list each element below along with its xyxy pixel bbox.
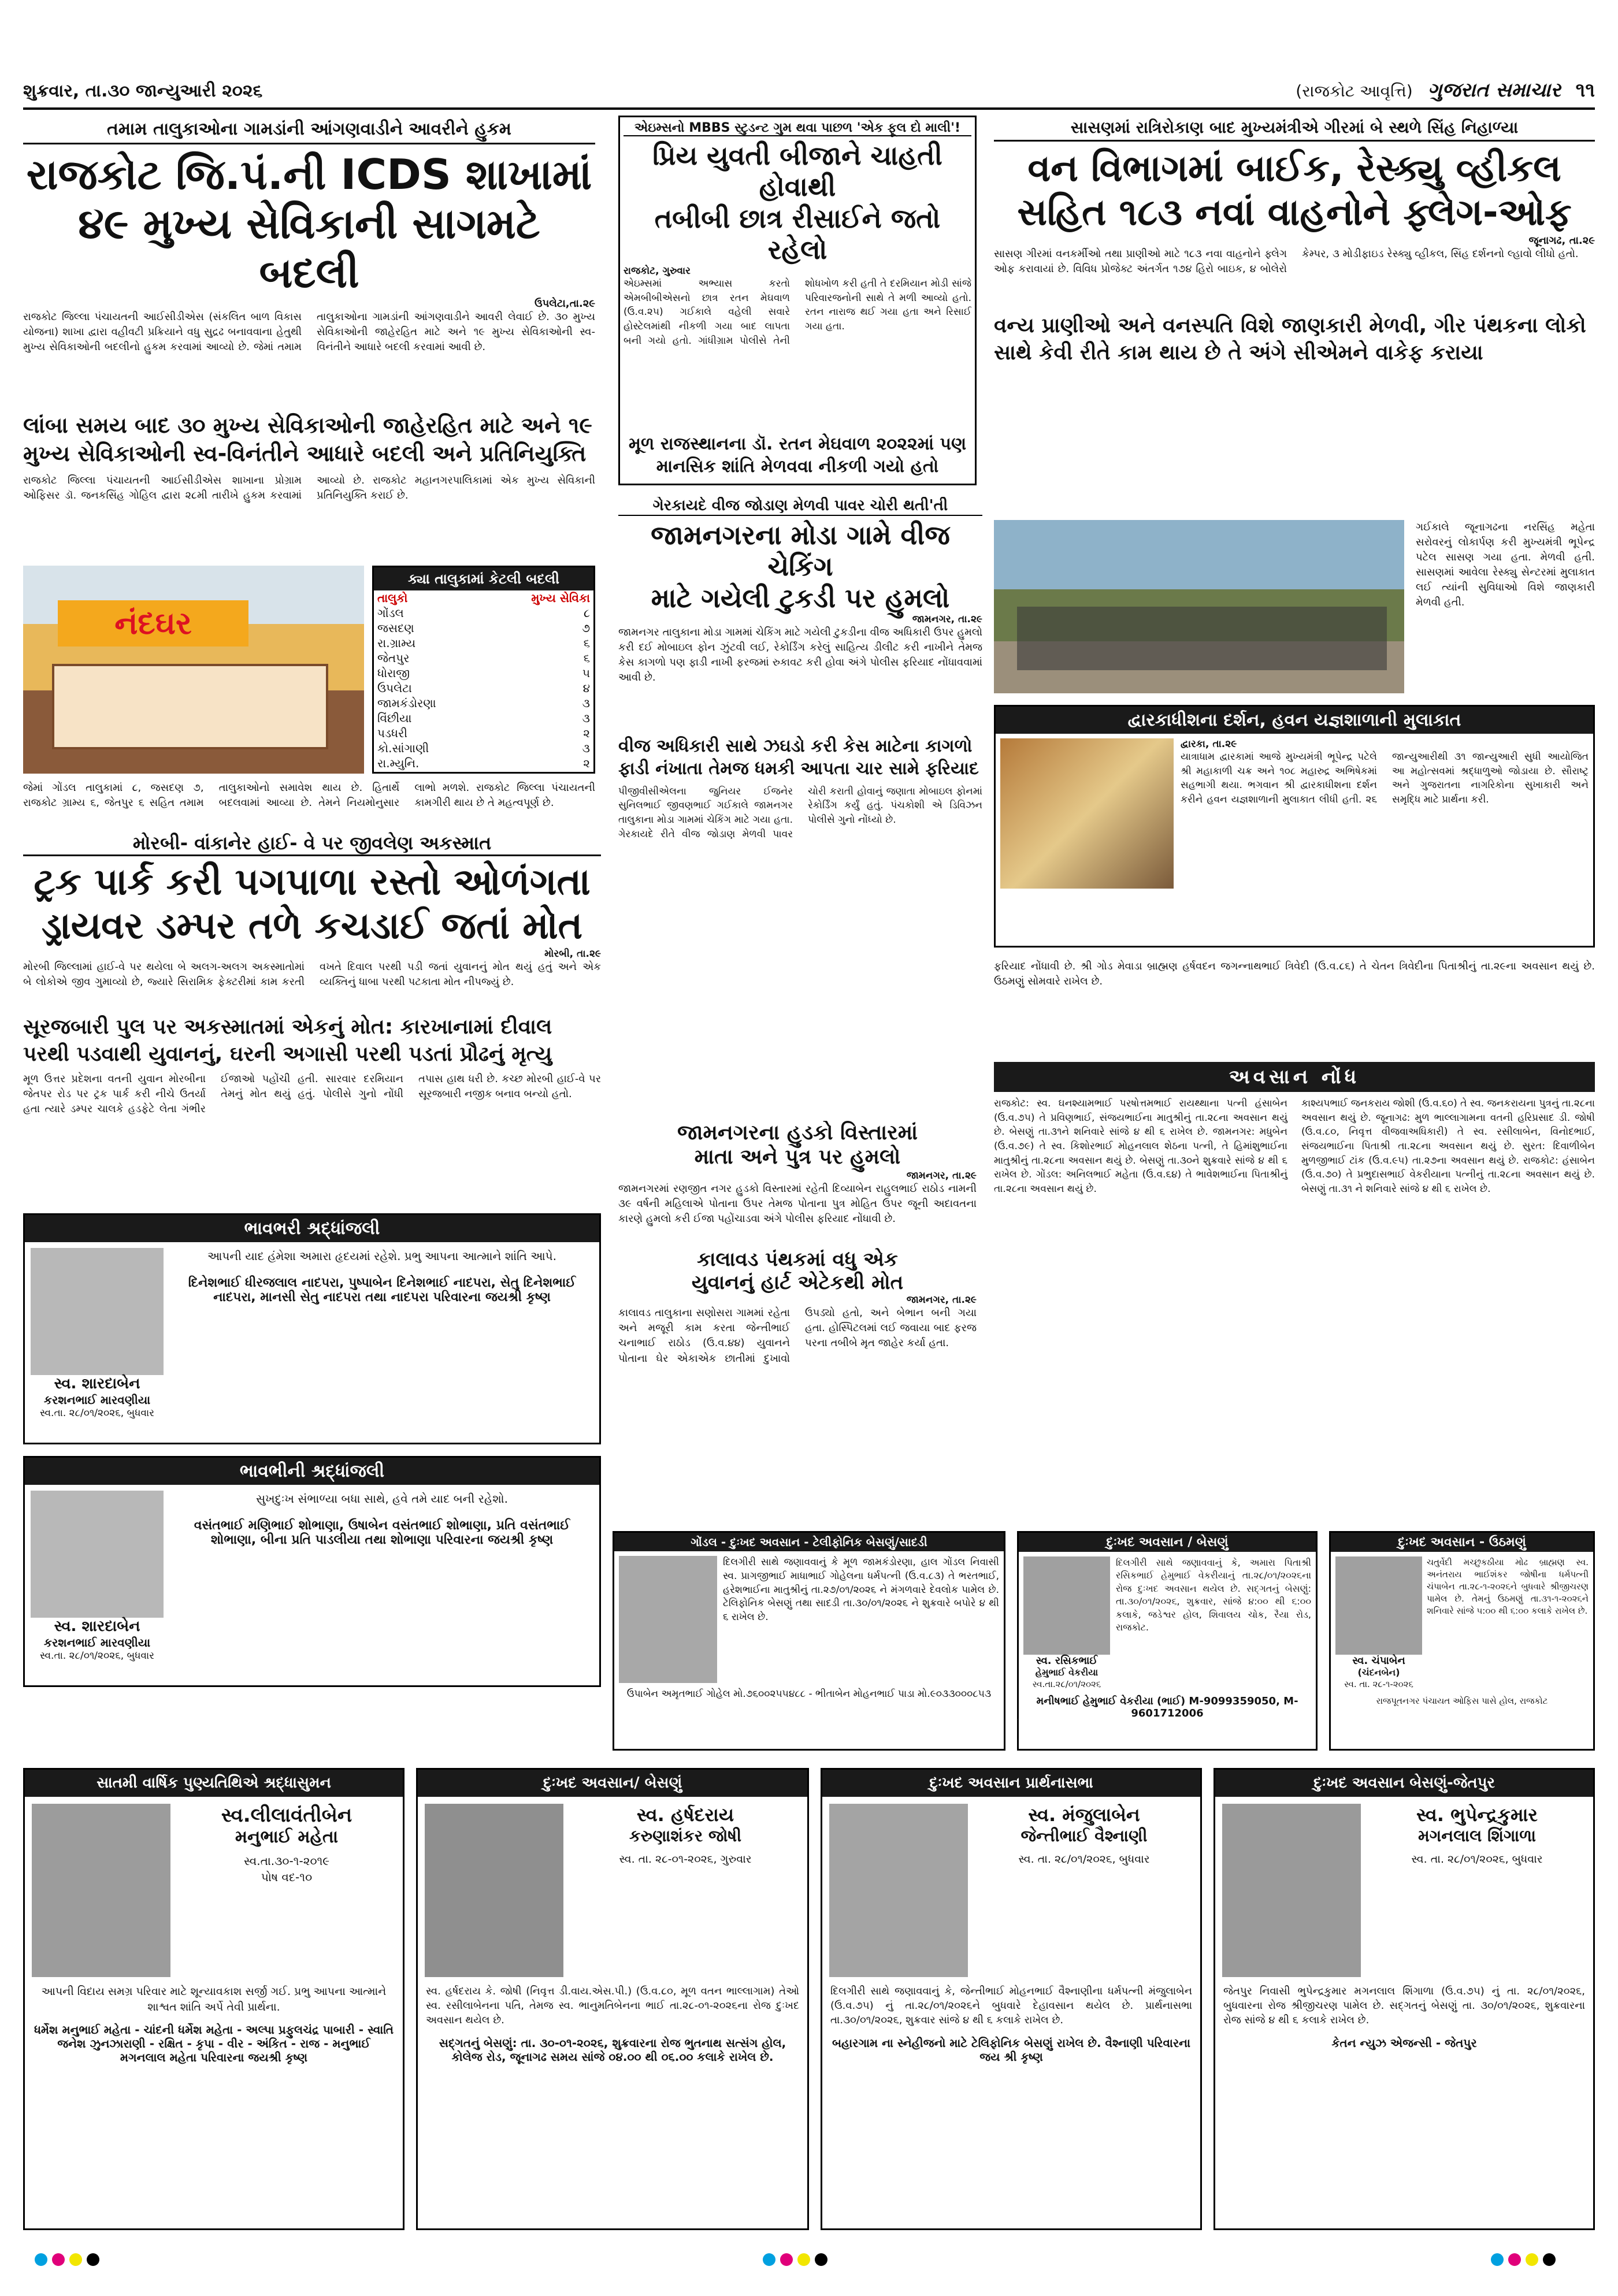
harshadray-ad-name: સ્વ. હર્ષદરાય (636, 1804, 734, 1826)
taluka-count: ૪ (582, 681, 590, 695)
obituary-entries-right: કાશ્યપભાઈ જનકરાય જોશી (ઉ.વ.૬૦) તે સ્વ. જનકરાયના પુત્રનું તા.૨૮ના અવસાન થયું છે. જૂનાગઢ: મુળ ભાલ્લાગામના વતની હરિપ્રસાદ ડી. જોષી (ઉ.વ.૮૦, નિવૃત્ત વીજવાઅધિકારી) તે સ્વ. રસીલાબેન, વિનોદભાઈ, સંજયભાઈના પિતાશ્રી તા.૨૮ના અવસાન થયું છે. સુરત: દિવાળીબેન મુળજીભાઈ ટાંક (ઉ.વ.૯૫) તા.૨૭ના અવસાન થયું છે. રાજકોટ: હંસાબેન (ઉ.વ.૭૦) તે પ્રભુદાસભાઈ વેકરીયાના પત્નીનું તા.૨૮ના અવસાન થયું છે. બેસણું તા.૩૧ ને શનિવારે સાંજે ૪ થી ૬ રાખેલ છે. (1301, 1098, 1595, 1195)
bhupendrakumar-ad-photo (1222, 1804, 1361, 1977)
gondal-ad-text: દિલગીરી સાથે જણાવવાનું કે મૂળ જામકંડોરણા, હાલ ગોંડલ નિવાસી સ્વ. પ્રાગજીભાઈ માધાભાઈ ગોહેલના ધર્મપત્ની (ઉ.વ.૮૩) તે ભરતભાઈ, હરેશભાઈના માતુશ્રીનું તા.૨૭/૦૧/૨૦૨૬ ને મંગળવારે દેવલોક પામેલ છે. ટેલિફોનિક બેસણું તથા સાદડી તા.૩૦/૦૧/૨૦૨૬ ને શુક્રવારે બપોરે ૪ થી ૬ રાખેલ છે. (723, 1556, 999, 1623)
tribute-1-photo (31, 1248, 164, 1375)
forest-body: સાસણ ગીરમાં વનકર્મીઓ તથા પ્રાણીઓ માટે ૧૮૩ નવા વાહનોને ફ્લેગ ઓફ કરાવાયાં છે. વિવિધ પ્રોજેક્ટ અંતર્ગત ૧૭૪ હિરો બાઇક, ૪ બોલેરો કેમ્પર, ૩ મોડીફાઇડ રેસ્ક્યુ વ્હીકલ, સિંહ દર્શનનો લ્હાવો લીધો હતો. (994, 248, 1579, 276)
harshadray-ad (416, 1768, 809, 2230)
taluka-count: ૩ (582, 696, 590, 710)
registration-marks-right (1491, 2253, 1560, 2268)
registration-marks-left (35, 2253, 104, 2268)
reg-dot-cyan (763, 2253, 775, 2266)
vehicles-photo (994, 520, 1404, 693)
hudco-dateline: જામનગર, તા.૨૯ (906, 1169, 977, 1182)
morbi-story (23, 832, 601, 1208)
taluka-name: કો.સાંગાણી (377, 741, 429, 755)
forest-headline-2: સહિત ૧૮૩ નવાં વાહનોને ફ્લેગ-ઓફ (1017, 191, 1572, 234)
mbbs-kicker: એઇમ્સનો MBBS સ્ટુડન્ટ ગુમ થવા પાછળ 'એક ફૂલ દો માલી'! (624, 121, 971, 136)
power-kicker: ગેરકાયદે વીજ જોડાણ મેળવી પાવર ચોરી થતી'તી (618, 497, 982, 516)
gondal-ad-family: ઉપાબેન અમૃતભાઈ ગોહેલ મો.૭૬૦૦૨૫૫૪૮૮ - ભીતાબેન મોહનભાઈ પાડા મો.૯૦૩૩૦૦૦૮૫૩ (626, 1688, 992, 1700)
lilavanti-ad-name-2: મનુભાઈ મહેતા (235, 1827, 339, 1847)
mbbs-headline-1: પ્રિય યુવતી બીજાને ચાહતી હોવાથી (652, 140, 942, 203)
taluka-count: ૬ (583, 651, 590, 665)
morbi-headline-2: ડ્રાયવર ડમ્પર તળે કચડાઈ જતાં મોત (41, 904, 583, 948)
taluka-name: રા.ગ્રામ્ય (377, 636, 416, 650)
vehicle-row (1017, 607, 1387, 670)
taluka-name: જસદણ (377, 621, 414, 635)
forest-body-2: ગઈકાલે જૂનાગઢના નરસિંહ મહેતા સરોવરનું લોકાર્પણ કરી મુખ્યમંત્રી ભૂપેન્દ્ર પટેલ સાસણ ગયા હતા. મેળવી હતી. સાસણમાં આવેલા રેસ્ક્યુ સેન્ટરમાં મુલાકાત લઈ ત્યાંની સુવિધાઓ વિશે જાણકારી મેળવી હતી. (1416, 521, 1595, 609)
transfer-table-box (372, 566, 595, 774)
icds-subhead: લાંબા સમય બાદ ૩૦ મુખ્ય સેવિકાઓની જાહેરહિત માટે અને ૧૯ મુખ્ય સેવિકાઓની સ્વ-વિનંતીને આધારે બદલી અને પ્રતિનિયુક્તિ (23, 412, 592, 467)
obituary-intro: ફરિયાદ નોંધાવી છે. શ્રી ગોડ મેવાડા બ્રાહ્મણ હર્ષવદન જગન્નાથભાઈ ત્રિવેદી (ઉ.વ.૮૬) તે ચેતન ત્રિવેદીના પિતાશ્રીનું તા.૨૯ના અવસાન થયું છે. ઉઠમણું સોમવારે રાખેલ છે. (994, 960, 1595, 988)
morbi-body-2: મૂળ ઉત્તર પ્રદેશના વતની યુવાન મોરબીના જેતપર રોડ પર ટ્રક પાર્ક કરી નીચે ઉતર્યા હતા ત્યારે ડમ્પર ચાલકે હડફેટે લેતા ગંભીર ઈજાઓ પહોંચી હતી. સારવાર દરમિયાન તેમનું મોત થયું હતું. પોલીસે ગુનો નોંધી તપાસ હાથ ધરી છે. કચ્છ મોરબી હાઈ-વે પર સૂરજબારી નજીક બનાવ બન્યો હતો. (23, 1072, 601, 1115)
reg-dot-yellow (1526, 2253, 1538, 2266)
anganwadi-photo (23, 566, 364, 774)
table-row (374, 666, 593, 681)
champaben-ad-title: દુઃખદ અવસાન - ઉઠમણું (1331, 1533, 1593, 1552)
taluka-count: ૭ (582, 621, 590, 635)
manjulaben-ad-title: દુઃખદ અવસાન પ્રાર્થનાસભા (822, 1770, 1200, 1797)
power-subhead: વીજ અધિકારી સાથે ઝઘડો કરી કેસ માટેના કાગળો ફાડી નંખાતા તેમજ ધમકી આપતા ચાર સામે ફરિયાદ (618, 735, 979, 779)
morbi-headline-1: ટ્રક પાર્ક કરી પગપાળા રસ્તો ઓળંગતા (34, 861, 591, 904)
paper-name: ગુજરાત સમાચાર (1427, 79, 1561, 102)
hudco-story (618, 1121, 977, 1236)
taluka-count: ૬ (583, 636, 590, 650)
transfer-table-title: ક્યા તાલુકામાં કેટલી બદલી (374, 567, 593, 590)
reg-dot-yellow (797, 2253, 810, 2266)
lilavanti-ad-text: આપની વિદાય સમગ્ર પરિવાર માટે શૂન્યાવકાશ સર્જી ગઈ. પ્રભુ આપના આત્માને શાશ્વત શાંતિ અર્પે તેવી પ્રાર્થના. (41, 1985, 387, 2013)
tribute-1-title: ભાવભરી શ્રદ્ધાંજલી (25, 1215, 599, 1242)
table-row (374, 681, 593, 696)
bhupendrakumar-ad-family: કેતન ન્યુઝ એજન્સી - જેતપુર (1331, 2035, 1477, 2050)
manjulaben-ad (821, 1768, 1202, 2230)
dwarka-dateline: દ્વારકા, તા.૨૯ (1181, 738, 1237, 750)
mbbs-headline-2: તબીબી છાત્ર રીસાઈને જતો રહેલો (654, 202, 941, 265)
tribute-ad-2 (23, 1456, 601, 1687)
table-row (374, 621, 593, 636)
reg-dot-yellow (69, 2253, 82, 2266)
kalavad-body: કાલાવડ તાલુકાના સણોસરા ગામમાં રહેતા અને મજૂરી કામ કરતા જેન્તીભાઈ ચનાભાઈ રાઠોડ (ઉ.વ.૪૪) યુવાનને પોતાના ઘેર એકાએક છાતીમાં દુખાવો ઉપડ્યો હતો, અને બેભાન બની ગયા હતા. હોસ્પિટલમાં લઈ જવાયા બાદ ફરજ પરના તબીબે મૃત જાહેર કર્યા હતા. (618, 1307, 977, 1365)
taluka-count: ૨ (583, 726, 590, 740)
reg-dot-magenta (52, 2253, 65, 2266)
taluka-count: ૮ (584, 605, 590, 620)
tribute-1-name-2: કરશનભાઈ મારવણીયા (43, 1393, 151, 1407)
icds-dateline: ઉપલેટા,તા.૨૯ (534, 297, 595, 310)
power-dateline: જામનગર, તા.૨૯ (912, 613, 982, 625)
manjulaben-ad-date: સ્વ. તા. ૨૮/૦૧/૨૦૨૬, બુધવાર (1018, 1853, 1150, 1866)
kalavad-story (618, 1248, 977, 1519)
champaben-ad-date: સ્વ. તા. ૨૮-૧-૨૦૨૬ (1344, 1679, 1413, 1689)
lilavanti-ad-name: સ્વ.લીલાવંતીબેન (221, 1804, 352, 1827)
harshadray-ad-photo (425, 1804, 563, 1977)
icds-body-3: જેમાં ગોંડલ તાલુકામાં ૮, જસદણ ૭, રાજકોટ ગ્રામ્ય ૬, જેતપુર ૬ સહિત તમામ તાલુકાઓનો સમાવેશ થાય છે. હિતાર્થે બદલવામાં આવ્યા છે. તેમને નિયમોનુસાર લાભો મળશે. રાજકોટ જિલ્લા પંચાયતની કામગીરી થાય છે તે મહત્વપૂર્ણ છે. (23, 781, 595, 809)
transfer-table (374, 590, 593, 771)
hudco-headline-2: માતા અને પુત્ર પર હુમલો (694, 1145, 901, 1169)
morbi-subhead: સૂરજબારી પુલ પર અકસ્માતમાં એકનું મોત: કારખાનામાં દીવાલ પરથી પડવાથી યુવાનનું, ઘરની અગાસી પરથી પડતાં પ્રૌઢનું મૃત્યુ (23, 1015, 552, 1066)
bhupendrakumar-ad-name: સ્વ. ભુપેન્દ્રકુમાર (1416, 1804, 1538, 1826)
vekariya-ad (1017, 1531, 1318, 1751)
tribute-1-family: દિનેશભાઈ ધીરજલાલ નાદપરા, પુષ્પાબેન દિનેશભાઈ નાદપરા, સેતુ દિનેશભાઈ નાદપરા, માનસી સેતુ નાદપરા તથા નાદપરા પરિવારના જયશ્રી કૃષ્ણ (188, 1276, 576, 1305)
forest-subhead: વન્ય પ્રાણીઓ અને વનસ્પતિ વિશે જાણકારી મેળવી, ગીર પંથકના લોકો સાથે કેવી રીતે કામ થાય છે તે અંગે સીએમને વાકેફ કરાયા (994, 314, 1586, 365)
lilavanti-ad-photo (32, 1804, 170, 1977)
champaben-ad-name-2: (ચંદનબેન) (1357, 1667, 1400, 1678)
nandghar-sign: નંદઘર (58, 600, 248, 647)
taluka-count: ૫ (582, 666, 590, 680)
gondal-ad-title: ગોંડલ - દુઃખદ અવસાન - ટેલીફોનિક બેસણું/સાદડી (614, 1533, 1004, 1551)
vekariya-ad-name-2: હેમુભાઈ વેકરીયા (1035, 1667, 1099, 1678)
hudco-headline-1: જામનગરના હુડકો વિસ્તારમાં (677, 1121, 918, 1145)
lilavanti-ad-family: ધર્મેશ મનુભાઈ મહેતા - ચાંદની ધર્મેશ મહેતા - અલ્પા પ્રફુલચંદ્ર પાબારી - સ્વાતિ જનેશ ઝુનઝારાણી - રક્ષિત - કૃપા - વીર - અંકિત - રાજ - મનુભાઈ મગનલાલ મહેતા પરિવારના જયશ્રી કૃષ્ણ (34, 2023, 394, 2065)
mbbs-body: એઇમ્સમાં અભ્યાસ કરતો એમબીબીએસનો છાત્ર રતન મેઘવાળ (ઉ.વ.૨૫) ગઈકાલે વહેલી સવારે હોસ્ટેલમાંથી નીકળી ગયા બાદ લાપતા બની ગયો હતો. ગાંધીગ્રામ પોલીસે તેની શોધખોળ કરી હતી તે દરમિયાન મોડી સાંજે પરિવારજનોની સાથે તે મળી આવ્યો હતો. રતન નારાજ થઈ ગયા હતા અને રિસાઈ ગયા હતા. (624, 278, 971, 347)
icds-photo-row (23, 566, 595, 774)
vekariya-ad-name: સ્વ. રસિકભાઈ (1036, 1655, 1098, 1667)
taluka-count: ૩ (582, 711, 590, 725)
issue-date: શુક્રવાર, તા.૩૦ જાન્યુઆરી ૨૦૨૬ (23, 81, 263, 101)
table-row (374, 605, 593, 621)
tribute-1-text: આપની યાદ હંમેશા અમારા હૃદયમાં રહેશે. પ્રભુ આપના આત્માને શાંતિ આપે. (207, 1249, 557, 1263)
tribute-1-name: સ્વ. શારદાબેન (54, 1375, 140, 1392)
bhupendrakumar-ad (1214, 1768, 1595, 2230)
harshadray-ad-date: સ્વ. તા. ૨૮-૦૧-૨૦૨૬, ગુરુવાર (619, 1853, 752, 1866)
forest-story (994, 116, 1595, 491)
tribute-2-name-2: કરશનભાઈ મારવણીયા (43, 1636, 151, 1649)
vekariya-ad-photo (1023, 1556, 1110, 1655)
bhupendrakumar-ad-title: દુઃખદ અવસાન બેસણું-જેતપુર (1215, 1770, 1593, 1797)
icds-body: રાજકોટ જિલ્લા પંચાયતની આઈસીડીએસ (સંકલિત બાળ વિકાસ યોજના) શાખા દ્વારા વહીવટી પ્રક્રિયાને વધુ સુદ્રઢ બનાવવાના હેતુથી મુખ્ય સેવિકાઓની બદલીનો હુકમ કરવામાં આવ્યો છે. જેમાં તમામ તાલુકાઓના ગામડાંની આંગણવાડીને આવરી લેવાઈ છે. ૩૦ મુખ્ય સેવિકાઓની જાહેરહિત માટે અને ૧૯ મુખ્ય સેવિકાઓની સ્વ-વિનંતીને આધારે બદલી કરવામાં આવી છે. (23, 310, 595, 354)
taluka-name: જામકંડોરણા (377, 696, 436, 710)
obituary-entries-left: રાજકોટ: સ્વ. ઘનશ્યામભાઈ પરષોત્તમભાઈ રાયથ્થાના પત્ની હંસાબેન (ઉ.વ.૭૫) તે પ્રવિણભાઈ, સંજયભાઈના માતુશ્રીનું તા.૨૮ના અવસાન થયું છે. બેસણું તા.૩૧ને શનિવારે સાંજે ૪ થી ૬ રાખેલ છે. જામનગર: મધુબેન (ઉ.વ.૭૯) તે સ્વ. કિશોરભાઈ મોહનલાલ શેઠના પત્ની, તે હિમાંશુભાઈના માતુશ્રીનું તા.૨૮ના અવસાન થયું છે. બેસણું તા.૩૦ને શુક્રવારે સાંજે ૪ થી ૬ રાખેલ છે. ગોંડલ: અનિલભાઈ મહેતા (ઉ.વ.૬૪) તે ભાવેશભાઈના પિતાશ્રીનું તા.૨૮ના અવસાન થયું છે. (994, 1098, 1287, 1195)
header-rule (23, 107, 1595, 110)
reg-dot-black (815, 2253, 827, 2266)
manjulaben-ad-name-2: જેન્તીભાઈ વૈશ્નાણી (1020, 1826, 1148, 1845)
morbi-body: મોરબી જિલ્લામાં હાઈ-વે પર થયેલા બે અલગ-અલગ અકસ્માતોમાં બે લોકોએ જીવ ગુમાવ્યો છે, જ્યારે સિરામિક ફેક્ટરીમાં કામ કરતી વખતે દિવાલ પરથી પડી જતાં યુવાનનું મોત થયું હતું અને એક વ્યક્તિનું ધાબા પરથી પટકાતા મોત નીપજ્યું છે. (23, 961, 601, 989)
taluka-name: વિંછીયા (377, 711, 412, 725)
kalavad-dateline: જામનગર, તા.૨૯ (906, 1294, 977, 1306)
obituary-section (994, 959, 1595, 1519)
harshadray-ad-title: દુઃખદ અવસાન/ બેસણું (418, 1770, 807, 1797)
vekariya-ad-text: દિલગીરી સાથે જણાવવાનું કે, અમારા પિતાશ્રી રસિકભાઈ હેમુભાઈ વેકરીયાનું તા.૨૮/૦૧/૨૦૨૬ના રોજ દુઃખદ અવસાન થયેલ છે. સદ્ગતનું બેસણું: તા.૩૦/૦૧/૨૦૨૬, શુક્રવાર, સાંજે ૪:૦૦ થી ૬:૦૦ કલાકે, જડેશ્વર હોલ, શિવાલય ચોક, રૈયા રોડ, રાજકોટ. (1116, 1557, 1311, 1633)
dwarka-photo (1000, 738, 1174, 889)
power-body: જામનગર તાલુકાના મોડા ગામમાં ચેકિંગ માટે ગયેલી ટુકડીના વીજ અધિકારી ઉપર હુમલો કરી દઈ મોબાઇલ ફોન ઝુંટવી લઈ, રેકોર્ડિંગ કરેલું સાહિત્ય ડીલીટ કરી નાખીને તેમજ કેસ કાગળો પણ ફાડી નાખી ફરજમાં રુકાવટ કરી હોવા અંગે પોલીસ ફરિયાદ નોંધાવવામાં આવી છે. (618, 626, 982, 684)
forest-headline-1: વન વિભાગમાં બાઈક, રેસ્ક્યુ વ્હીકલ (1027, 147, 1561, 190)
taluka-name: પડધરી (377, 726, 408, 740)
morbi-kicker: મોરબી- વાંકાનેર હાઈ- વે પર જીવલેણ અકસ્માત (23, 832, 601, 856)
harshadray-ad-name-2: કરુણાશંકર જોષી (629, 1826, 742, 1845)
champaben-ad-family: રાજપૂતનગર પંચાયત ઓફિસ પાસે હોલ, રાજકોટ (1376, 1696, 1548, 1706)
tribute-2-name: સ્વ. શારદાબેન (54, 1618, 140, 1635)
power-body-2: પીજીવીસીએલના જુનિયર ઈજનેર સુનિલભાઈ જીવણભાઈ ગઈકાલે જામનગર તાલુકાના મોડા ગામમાં ચેકિંગ માટે ગયા હતા. ગેરકાયદે રીતે વીજ જોડાણ મેળવી પાવર ચોરી કરાતી હોવાનું જણાતા મોબાઇલ ફોનમાં રેકોર્ડિંગ કર્યું હતું. પંચકોશી એ ડિવિઝન પોલીસે ગુનો નોંધ્યો છે. (618, 785, 982, 840)
lilavanti-ad-title: સાતમી વાર્ષિક પુણ્યતિથિએ શ્રદ્ધાસુમન (25, 1770, 403, 1797)
table-row (374, 741, 593, 756)
vekariya-ad-title: દુઃખદ અવસાન / બેસણું (1019, 1533, 1316, 1552)
dwarka-band: દ્વારકાધીશના દર્શન, હવન યજ્ઞશાળાની મુલાકાત (996, 707, 1593, 734)
paper-masthead (1296, 79, 1595, 102)
lilavanti-ad-date: સ્વ.તા.૩૦-૧-૨૦૧૯ (243, 1854, 330, 1868)
manjulaben-ad-family: બહારગામ ના સ્નેહીજનો માટે ટેલિફોનિક બેસણું રાખેલ છે. વૈશ્નાણી પરિવારના જય શ્રી કૃષ્ણ (832, 2035, 1190, 2064)
reg-dot-magenta (1508, 2253, 1521, 2266)
taluka-name: ધોરાજી (377, 666, 410, 680)
mbbs-story (618, 116, 977, 485)
table-row (374, 756, 593, 771)
edition-label: (રાજકોટ આવૃત્તિ) (1296, 81, 1413, 101)
icds-kicker: તમામ તાલુકાઓના ગામડાંની આંગણવાડીને આવરીને હુકમ (23, 116, 595, 144)
gondal-ad (613, 1531, 1005, 1751)
forest-kicker: સાસણમાં રાત્રિરોકાણ બાદ મુખ્યમંત્રીએ ગીરમાં બે સ્થળે સિંહ નિહાળ્યા (994, 116, 1595, 142)
table-row (374, 711, 593, 726)
tribute-ad-1 (23, 1213, 601, 1444)
taluka-name: રા.મ્યુનિ. (377, 756, 420, 770)
reg-dot-magenta (780, 2253, 793, 2266)
hudco-body: જામનગરમાં રણજીત નગર હુડકો વિસ્તારમાં રહેતી દિવ્યાબેન રાહુલભાઈ રાઠોડ નામની ૩૯ વર્ષની મહિલાએ પોતાના ઉપર તેમજ પોતાના પુત્ર મોહિત ઉપર જૂની અદાવતના કારણે હુમલો કરી ઈજા પહોંચાડવા અંગે પોલીસ ફરિયાદ નોંધાવી છે. (618, 1182, 977, 1225)
kalavad-headline-1: કાલાવડ પંથકમાં વધુ એક (697, 1248, 898, 1271)
morbi-dateline: મોરબી, તા.૨૯ (544, 948, 601, 960)
power-headline-2: માટે ગયેલી ટુકડી પર હુમલો (651, 582, 950, 614)
icds-body-2: રાજકોટ જિલ્લા પંચાયતની આઈસીડીએસ શાખાના પ્રોગ્રામ ઓફિસર ડૉ. જનકસિંહ ગોહિલ દ્વારા ૨૮મી તારીખે હુકમ કરવામાં આવ્યો છે. રાજકોટ મહાનગરપાલિકામાં એક મુખ્ય સેવિકાની પ્રતિનિયુક્તિ કરાઈ છે. (23, 474, 595, 501)
bhupendrakumar-ad-name-2: મગનલાલ શિંગાળા (1418, 1826, 1536, 1845)
table-col-taluka: તાલુકો (377, 590, 408, 605)
bhupendrakumar-ad-date: સ્વ. તા. ૨૮/૦૧/૨૦૨૬, બુધવાર (1411, 1853, 1543, 1866)
tribute-2-photo (31, 1491, 164, 1618)
mbbs-subhead: મૂળ રાજસ્થાનના ડૉ. રતન મેઘવાળ ૨૦૨૨માં પણ માનસિક શાંતિ મેળવવા નીકળી ગયો હતો (628, 434, 967, 477)
icds-headline-1: રાજકોટ જિ.પં.ની ICDS શાખામાં (26, 150, 592, 199)
vekariya-ad-date: સ્વ.તા.૨૮/૦૧/૨૦૨૬ (1032, 1679, 1101, 1689)
harshadray-ad-text: સ્વ. હર્ષદરાય કે. જોષી (નિવૃત્ત ડી.વાય.એસ.પી.) (ઉ.વ.૮૦, મૂળ વતન ભાલ્લાગામ) તેઓ સ્વ. રસીલાબેનના પતિ, તેમજ સ્વ. ભાનુમતિબેનના ભાઈ તા.૨૮-૦૧-૨૦૨૬ના રોજ દુઃખદ અવસાન થયેલ છે. (426, 1985, 799, 2027)
champaben-ad (1329, 1531, 1595, 1751)
dwarka-story (994, 705, 1595, 948)
page-number: ૧૧ (1575, 79, 1595, 102)
reg-dot-black (87, 2253, 99, 2266)
reg-dot-black (1543, 2253, 1556, 2266)
table-row (374, 696, 593, 711)
taluka-name: ગોંડલ (377, 605, 404, 620)
table-row (374, 726, 593, 741)
tribute-2-text: સુખદુઃખ સંભાળ્યા બધા સાથે, હવે તમે યાદ બની રહેશો. (255, 1492, 508, 1506)
power-story (618, 497, 982, 1109)
tribute-2-family: વસંતભાઈ મણિભાઈ શોભાણા, ઉષાબેન વસંતભાઈ શોભાણા, પ્રતિ વસંતભાઈ શોભાણા, બીના પ્રતિ પાડલીયા તથા શોભાણા પરિવારના જયશ્રી કૃષ્ણ (194, 1518, 570, 1547)
champaben-ad-name: સ્વ. ચંપાબેન (1352, 1655, 1405, 1667)
mbbs-dateline: રાજકોટ, ગુરુવાર (624, 265, 691, 277)
taluka-count: ૨ (583, 756, 590, 770)
taluka-name: ઉપલેટા (377, 681, 412, 695)
icds-headline-2: ૪૯ મુખ્ય સેવિકાની સાગમટે બદલી (78, 199, 540, 297)
reg-dot-cyan (35, 2253, 47, 2266)
tribute-2-date: સ્વ.તા. ૨૮/૦૧/૨૦૨૬, બુધવાર (40, 1650, 154, 1662)
table-col-count: મુખ્ય સેવિકા (531, 590, 590, 605)
champaben-ad-photo (1335, 1556, 1422, 1655)
taluka-name: જેતપુર (377, 651, 410, 665)
manjulaben-ad-text: દિલગીરી સાથે જણાવવાનું કે, જેન્તીભાઈ મોહનભાઈ વૈશ્નાણીના ધર્મપત્ની મંજુલાબેન (ઉ.વ.૭૫) નું તા.૨૮/૦૧/૨૦૨૬ને બુધવારે દેહાવસાન થયેલ છે. પ્રાર્થનાસભા તા.૩૦/૦૧/૨૦૨૬, શુક્રવાર સાંજે ૪ થી ૬ કલાકે રાખેલ છે. (830, 1985, 1192, 2027)
table-row (374, 651, 593, 666)
bhupendrakumar-ad-text: જેતપુર નિવાસી ભુપેન્દ્રકુમાર મગનલાલ શિંગાળા (ઉ.વ.૭૫) નું તા. ૨૮/૦૧/૨૦૨૬, બુધવારના રોજ શ્રીજીચરણ પામેલ છે. સદ્ગતનું બેસણું તા. ૩૦/૦૧/૨૦૨૬, શુક્રવારના રોજ સાંજે ૪ થી ૬ કલાકે રાખેલ છે. (1223, 1985, 1585, 2027)
anganwadi-wall (52, 664, 328, 749)
dwarka-body: યાત્રાધામ દ્વારકામાં આજે મુખ્યમંત્રી ભૂપેન્દ્ર પટેલે શ્રી મહાકાળી ચક્ર અને ૧૦૮ મહારુદ્ર અભિષેકમાં સહભાગી થયા. ભગવાન શ્રી દ્વારકાધીશના દર્શન કરીને હવન યજ્ઞશાળાની મુલાકાત લીધી હતી. ૨૬ જાન્યુઆરીથી ૩૧ જાન્યુઆરી સુધી આયોજિત આ મહોત્સવમાં શ્રદ્ધાળુઓ જોડાયા છે. સૌરાષ્ટ્ર અને ગુજરાતના નાગરિકોના સુખાકારી અને સમૃદ્ધિ માટે પ્રાર્થના કરી. (1181, 751, 1589, 805)
tribute-1-date: સ્વ.તા. ૨૮/૦૧/૨૦૨૬, બુધવાર (40, 1407, 154, 1419)
champaben-ad-text: ચતુર્વેદી મચ્છુકઠીયા મોઢ બ્રાહ્મણ સ્વ. અનંતરાય ભાઈશંકર જોષીના ધર્મપત્ની ચંપાબેન તા.૨૮-૧-૨૦૨૬ને બુધવારે શ્રીજીચરણ પામેલ છે. તેમનું ઉઠમણું તા.૩૧-૧-૨૦૨૬ને શનિવારે સાંજે ૫:૦૦ થી ૬:૦૦ કલાકે રાખેલ છે. (1427, 1557, 1589, 1616)
gondal-ad-photo (619, 1556, 717, 1683)
manjulaben-ad-name: સ્વ. મંજુલાબેન (1028, 1804, 1140, 1826)
power-headline-1: જામનગરના મોડા ગામે વીજ ચેકિંગ (651, 519, 950, 582)
obituary-band: અવસાન નોંધ (994, 1062, 1595, 1092)
lilavanti-ad (23, 1768, 404, 2230)
table-row (374, 636, 593, 651)
forest-dateline: જૂનાગઢ, તા.૨૯ (1528, 235, 1595, 247)
reg-dot-cyan (1491, 2253, 1504, 2266)
vekariya-ad-family: મનીષભાઈ હેમુભાઈ વેકરીયા (ભાઈ) M-9099359050, M-9601712006 (1036, 1695, 1298, 1719)
tribute-2-title: ભાવભીની શ્રદ્ધાંજલી (25, 1458, 599, 1485)
harshadray-ad-family: સદ્ગતનું બેસણું: તા. ૩૦-૦૧-૨૦૨૬, શુક્રવારના રોજ ભુતનાથ સત્સંગ હોલ, કોલેજ રોડ, જૂનાગઢ સમય સાંજે ૦૪.૦૦ થી ૦૬.૦૦ કલાકે રાખેલ છે. (439, 2035, 786, 2064)
taluka-count: ૩ (582, 741, 590, 755)
lilavanti-ad-date-2: પોષ વદ-૧૦ (261, 1870, 313, 1884)
icds-story (23, 116, 595, 820)
registration-marks-center (763, 2253, 832, 2268)
manjulaben-ad-photo (829, 1804, 968, 1977)
kalavad-headline-2: યુવાનનું હાર્ટ એટેકથી મોત (691, 1271, 904, 1295)
